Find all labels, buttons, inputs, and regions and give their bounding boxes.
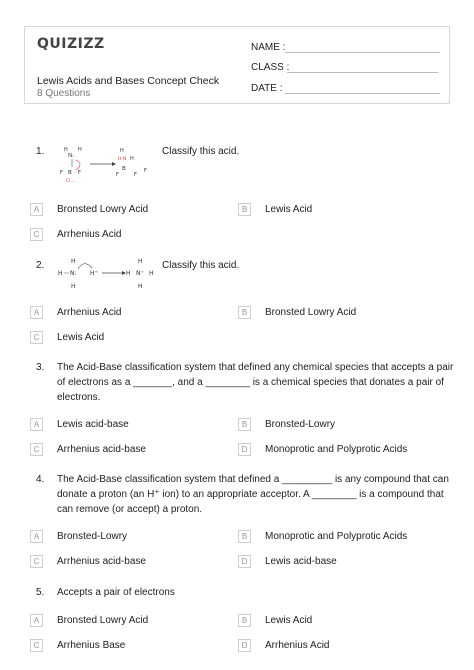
- fig2-h-left-r: H: [126, 270, 131, 277]
- option-label: Bronsted Lowry Acid: [265, 307, 357, 318]
- option-letter-box: D: [238, 639, 251, 652]
- svg-text:H-N: H-N: [118, 157, 127, 162]
- svg-text:F: F: [134, 172, 137, 178]
- option-letter-box: A: [30, 203, 43, 216]
- date-label: DATE :: [251, 83, 283, 94]
- worksheet-header: [24, 26, 450, 104]
- option-letter-box: B: [238, 418, 251, 431]
- fig2-h-plus: H⁺: [90, 270, 98, 277]
- option-letter-box: A: [30, 306, 43, 319]
- question-2-number: 2.: [36, 260, 45, 271]
- date-line: [285, 93, 440, 94]
- option-letter-box: B: [238, 530, 251, 543]
- option-label: Monoprotic and Polyprotic Acids: [265, 444, 408, 455]
- svg-text:H: H: [130, 156, 134, 162]
- fig2-n-right: N⁺: [136, 270, 144, 277]
- svg-text:N:: N:: [68, 153, 74, 159]
- fig2-h-bottom: H: [71, 283, 76, 290]
- option-label: Arrhenius Acid: [265, 640, 330, 651]
- option-letter-box: C: [30, 228, 43, 241]
- name-label: NAME :: [251, 42, 286, 53]
- option-label: Lewis acid-base: [265, 556, 337, 567]
- option-label: Arrhenius acid-base: [57, 556, 146, 567]
- option-label: Lewis Acid: [265, 615, 313, 626]
- fig2-h-left: H: [58, 270, 63, 277]
- option-letter-box: B: [238, 203, 251, 216]
- fig2-h-top-r: H: [138, 258, 143, 265]
- question-4-text-line: can remove (or accept) a proton.: [57, 504, 203, 515]
- question-4-text-line: The Acid-Base classification system that defined a _________ is any compound that can: [57, 474, 449, 485]
- fig2-h-right-r: H: [149, 270, 154, 277]
- option-letter-box: C: [30, 555, 43, 568]
- question-3-text-line: The Acid-Base classification system that defined any chemical species that accepts a pair: [57, 362, 454, 373]
- fig2-n-left: N:: [70, 270, 77, 277]
- question-3-text-line: of electrons as a _______, and a ________ is a chemical species that donates a pair of: [57, 377, 444, 388]
- option-letter-box: A: [30, 530, 43, 543]
- option-letter-box: A: [30, 418, 43, 431]
- question-4-text-line: donate a proton (an H⁺ ion) to an appropriate acceptor. A ________ is a compound that: [57, 489, 444, 500]
- svg-text:B: B: [122, 166, 126, 172]
- name-field: [251, 42, 285, 53]
- class-label: CLASS :: [251, 62, 290, 73]
- svg-text:F: F: [78, 170, 81, 176]
- option-label: Lewis Acid: [57, 332, 105, 343]
- question-4-text: [57, 472, 457, 517]
- date-field: [251, 83, 282, 94]
- question-5-number: 5.: [36, 587, 45, 598]
- option-letter-box: C: [30, 443, 43, 456]
- question-3-number: 3.: [36, 362, 45, 373]
- option-letter-box: C: [30, 331, 43, 344]
- svg-text:Cl...: Cl...: [66, 179, 75, 184]
- question-2-text: Classify this acid.: [162, 260, 240, 271]
- question-5-text: Accepts a pair of electrons: [57, 587, 175, 598]
- option-label: Arrhenius Acid: [57, 229, 122, 240]
- svg-text:H: H: [120, 148, 124, 154]
- svg-text:F: F: [116, 172, 119, 178]
- name-line: [285, 52, 440, 53]
- question-1-text: Classify this acid.: [162, 146, 240, 157]
- option-label: Arrhenius Base: [57, 640, 126, 651]
- question-4-number: 4.: [36, 474, 45, 485]
- question-2-reaction-image: [56, 253, 156, 295]
- option-letter-box: D: [238, 555, 251, 568]
- option-letter-box: C: [30, 639, 43, 652]
- option-label: Lewis Acid: [265, 204, 313, 215]
- svg-text:B: B: [68, 170, 72, 176]
- option-label: Bronsted-Lowry: [57, 531, 128, 542]
- option-label: Bronsted Lowry Acid: [57, 204, 149, 215]
- option-label: Arrhenius Acid: [57, 307, 122, 318]
- option-letter-box: B: [238, 614, 251, 627]
- class-line: [287, 72, 438, 73]
- option-letter-box: D: [238, 443, 251, 456]
- question-1-number: 1.: [36, 146, 45, 157]
- question-3-text-line: electrons.: [57, 392, 101, 403]
- svg-text:F: F: [144, 168, 147, 174]
- fig2-h-bottom-r: H: [138, 283, 143, 290]
- fig2-h-top: H: [71, 258, 76, 265]
- svg-text:F: F: [60, 170, 63, 176]
- question-1-reaction-image: [56, 140, 156, 188]
- worksheet-question-count: 8 Questions: [37, 88, 91, 99]
- option-letter-box: A: [30, 614, 43, 627]
- class-field: [251, 62, 289, 73]
- question-3-text: [57, 360, 457, 405]
- quizizz-logo: QUIZIZZ: [37, 36, 105, 52]
- option-label: Bronsted Lowry Acid: [57, 615, 149, 626]
- option-label: Monoprotic and Polyprotic Acids: [265, 531, 408, 542]
- option-letter-box: B: [238, 306, 251, 319]
- option-label: Arrhenius acid-base: [57, 444, 146, 455]
- option-label: Bronsted-Lowry: [265, 419, 336, 430]
- worksheet-title: Lewis Acids and Bases Concept Check: [37, 75, 220, 87]
- svg-text:H: H: [64, 147, 68, 153]
- option-label: Lewis acid-base: [57, 419, 129, 430]
- svg-text:H: H: [78, 147, 82, 153]
